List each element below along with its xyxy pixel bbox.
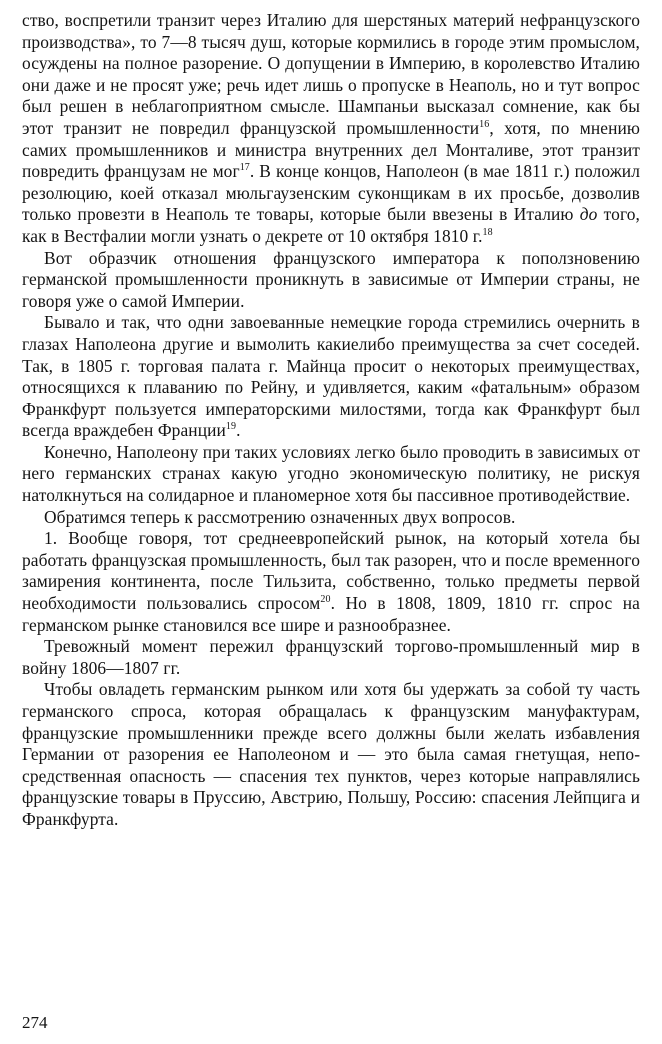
page-text bbox=[22, 10, 640, 831]
paragraph bbox=[22, 10, 640, 248]
text-run: , хотя, по мнению самих промышленников и министра внутренних дел Монталиве, этот транзит повредить французам не мог bbox=[22, 117, 640, 182]
paragraph bbox=[22, 636, 640, 679]
paragraph bbox=[22, 507, 640, 529]
text-run: того, как в Вестфалии могли узнать о декрете от 10 октября 1810 г. bbox=[22, 204, 640, 246]
page-number: 274 bbox=[22, 1013, 48, 1032]
paragraph bbox=[22, 312, 640, 442]
text-run: Чтобы овладеть германским рынком или хотя бы удержать за собой ту часть германского спроса, которая обращалась к французским мануфактурам, французские промышленники прежде всего должны были желать избавления Германии от разорения ее Наполеоном и — это была самая гнетущая, непосредственная опасность — спасения тех пунктов, через которые направлялись французские товары в Пруссию, Австрию, Польшу, Россию: спасения Лейпцига и Франкфурта. bbox=[22, 679, 640, 829]
paragraph bbox=[22, 679, 640, 830]
text-run: 1. Вообще говоря, тот среднеевропейский рынок, на который хотела бы работать французская промышленность, был так разорен, что и после временного замирения континента, после Тильзита, собственно, только предметы первой необходимости пользовались спросом bbox=[22, 528, 640, 614]
paragraph bbox=[22, 442, 640, 507]
text-run: Вот образчик отношения французского императора к поползновению германской промышленности проникнуть в зависимые от Империи страны, не говоря уже о самой Империи. bbox=[22, 247, 640, 311]
footnote-marker: 19 bbox=[225, 421, 237, 433]
footnote-marker: 18 bbox=[482, 227, 493, 239]
paragraph bbox=[22, 248, 640, 313]
footnote-marker: 16 bbox=[479, 119, 490, 131]
text-run: Бывало и так, что одни завоеванные немецкие города стремились очернить в глазах Наполеона другие и вымолить какиелибо преимущества за счет соседей. Так, в 1805 г. торговая палата г. Майнца просит о некоторых преимуществах, относящихся к плаванию по Рейну, и удивляется, каким «фатальным» образом Франкфурт пользуется императорскими милостями, тогда как Франкфурт был всегда враждебен Франции bbox=[22, 312, 640, 441]
text-run: Тревожный момент пережил французский торгово-промышленный мир в войну 1806—1807 гг. bbox=[22, 636, 640, 678]
emphasis-text: до bbox=[579, 204, 598, 225]
text-run: Обратимся теперь к рассмотрению означенных двух вопросов. bbox=[44, 506, 516, 527]
footnote-marker: 17 bbox=[239, 162, 250, 174]
text-run: . В конце концов, Наполеон (в мае 1811 г.) положил резолюцию, коей отказал мюльгаузенским суконщикам в их просьбе, дозволив только провезти в Неаполь те товары, которые были ввезены в Италию bbox=[22, 161, 640, 225]
text-run: . Но в 1808, 1809, 1810 гг. спрос на германском рынке становился все шире и разнообразнее. bbox=[22, 593, 640, 635]
footnote-marker: 20 bbox=[320, 594, 331, 606]
text-run: Конечно, Наполеону при таких условиях легко было проводить в зависимых от него германских странах какую угодно экономическую политику, не рискуя натолкнуться на солидарное и планомерное хотя бы пассивное противодействие. bbox=[22, 441, 640, 506]
text-run: . bbox=[236, 420, 241, 441]
paragraph bbox=[22, 528, 640, 636]
text-run: ство, воспретили транзит через Италию для шерстяных материй нефранцузского производства», то 7—8 тысяч душ, которые кормились в городе этим промыслом, осуждены на полное разорение. О допущении в Империю, в королевство Италию они даже и не просят уже; речь идет лишь о пропуске в Неаполь, но и тут вопрос был решен в неблагоприятном смысле. Шампаньи высказал сомнение, как бы этот транзит не повредил французской промышленности bbox=[22, 10, 640, 138]
